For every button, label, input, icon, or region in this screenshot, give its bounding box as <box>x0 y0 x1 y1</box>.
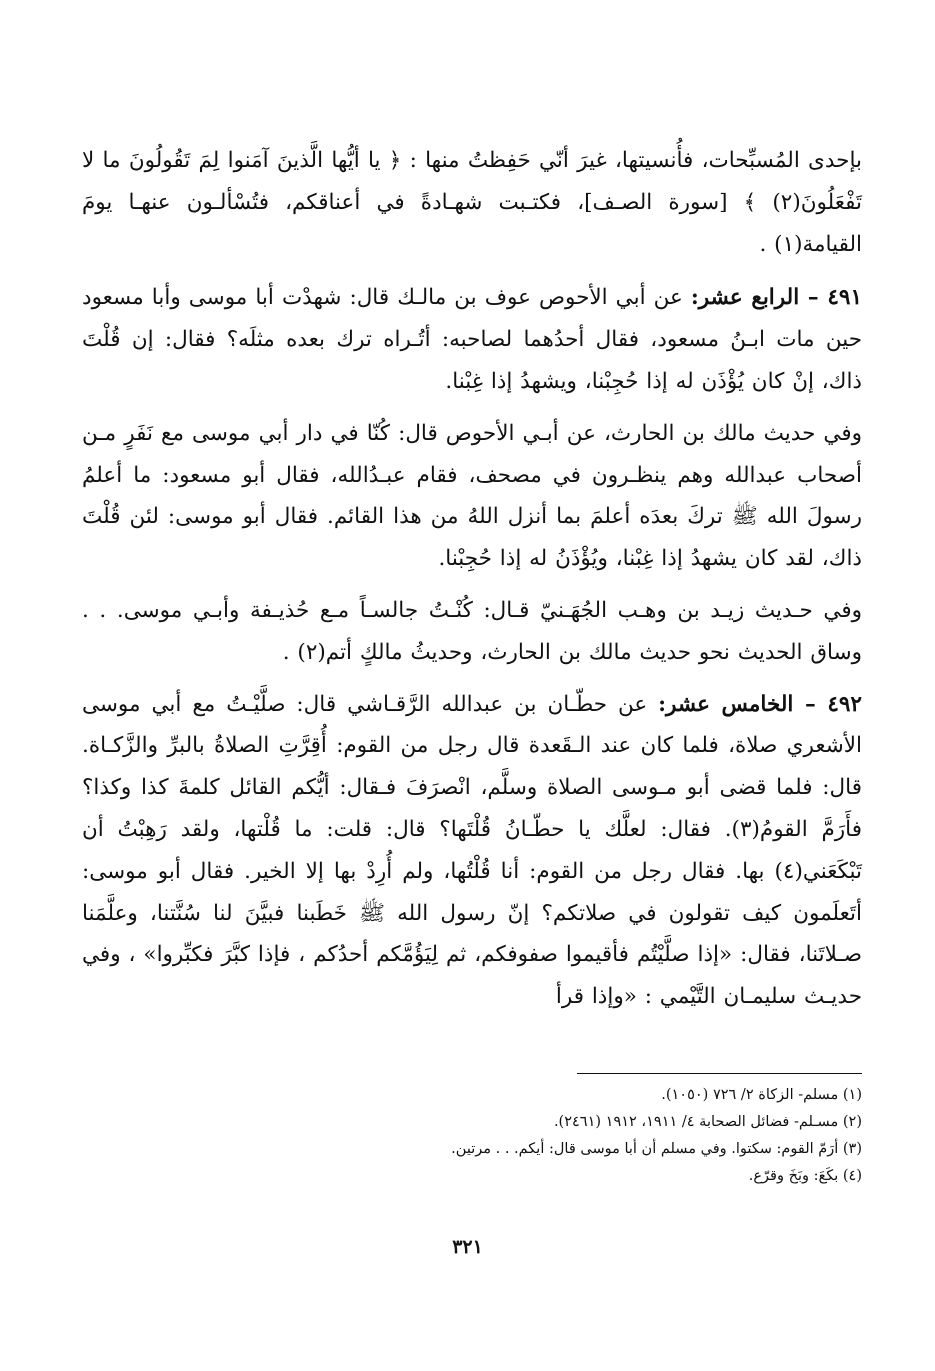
paragraph-2-text: عن أبي الأحوص عوف بن مالـك قال: شهدْت أبا موسى وأبا مسعود حين مات ابـنُ مسعود، فقال أحدُهما لصاحبه: أتُـراه ترك بعده مثلَه؟ فقال: إن قُلْتَ ذاك، إنْ كان يُؤْذَن له إذا حُجِبْنا، ويشهدُ إذا غِبْنا. <box>82 285 862 394</box>
footnote-3: (٣) أرَمّ القوم: سكتوا. وفي مسلم أن أبا موسى قال: أيكم. . . مرتين. <box>451 1141 862 1157</box>
footnotes <box>82 1082 862 1190</box>
paragraph-4 <box>82 590 862 674</box>
paragraph-4-text: وفي حـديث زيـد بن وهـب الجُهَـنيّ قـال: كُنْـتُ جالسـاً مـع حُذيـفة وأبـي موسى. . . وساق الحديث نحو حديث مالك بن الحارث، وحديثُ مالكٍ أتم(٢) . <box>82 597 862 665</box>
page-number: ٣٢١ <box>452 1236 483 1258</box>
hadith-491-heading: ٤٩١ – الرابع عشر: <box>690 285 862 311</box>
page-body <box>82 140 862 1028</box>
paragraph-1-text: بإحدى المُسبِّحات، فأُنسيتها، غيرَ أنّي حَفِظتُ منها : ﴿ يا أيُّها الَّذينَ آمَنوا لِمَ تَقُولُونَ ما لا تَفْعَلُونَ(٢) ﴾ [سورة الصـف]، فكتـبت شهـادةً في أعناقكم، فتُسْألـون عنهـا يومَ القيامة(١) . <box>82 148 862 257</box>
footnote-1: (١) مسلم- الزكاة ٢/ ٧٢٦ (١٠٥٠). <box>661 1087 862 1103</box>
paragraph-3-text: وفي حديث مالك بن الحارث، عن أبـي الأحوص قال: كُنّا في دار أبي موسى مع نَفَرٍ مـن أصحاب عبدالله وهم ينظـرون في مصحف، فقام عبـدُالله، فقال أبو مسعود: ما أعلمُ رسولَ الله ﷺ تركَ بعدَه أعلمَ بما أنزل اللهُ من هذا القائم. فقال أبو موسى: لئن قُلْتَ ذاك، لقد كان يشهدُ إذا غِبْنا، ويُؤْذَنُ له إذا حُجِبْنا. <box>82 420 862 572</box>
paragraph-1 <box>82 140 862 265</box>
footnote-separator <box>577 1073 862 1074</box>
paragraph-3 <box>82 413 862 580</box>
footnote-2: (٢) مسـلم- فضائل الصحابة ٤/ ١٩١١، ١٩١٢ (٢٤٦١). <box>553 1114 862 1130</box>
footnote-4: (٤) بكَعَ: وبَخَ وقرّع. <box>748 1168 862 1184</box>
paragraph-5 <box>82 684 862 1018</box>
paragraph-2 <box>82 277 862 402</box>
hadith-492-heading: ٤٩٢ – الخامس عشر: <box>658 691 862 717</box>
paragraph-5-text: عن حطّـان بن عبدالله الرَّقـاشي قال: صلَّيْـتُ مع أبي موسى الأشعري صلاة، فلما كان عند الـقَعدة قال رجل من القوم: أُقِرَّتِ الصلاةُ بالبرِّ والزَّكـاة. قال: فلما قضى أبو مـوسى الصلاة وسلَّم، انْصرَفَ فـقال: أيُّكم القائل كلمةَ كذا وكذا؟ فأَرَمَّ القومُ(٣). فقال: لعلَّك يا حطّـانُ قُلْتَها؟ قال: قلت: ما قُلْتها، ولقد رَهِبْتُ أن تَبْكَعَني(٤) بها. فقال رجل من القوم: أنا قُلْتُها، ولم أُرِدْ بها إلا الخير. فقال أبو موسى: أتَعلَمون كيف تقولون في صلاتكم؟ إنّ رسول الله ﷺ خَطَبنا فبيَّنَ لنا سُنَّتنا، وعلَّمَنا صـلاتَنا، فقال: «إذا صلَّيْتُم فأقيموا صفوفكم، ثم لِيَؤُمَّكم أحدُكم ، فإذا كبَّرَ فكبِّروا» ، وفي حديـث سليمـان التَّيْمي : «وإذا قرأ <box>82 691 862 1010</box>
